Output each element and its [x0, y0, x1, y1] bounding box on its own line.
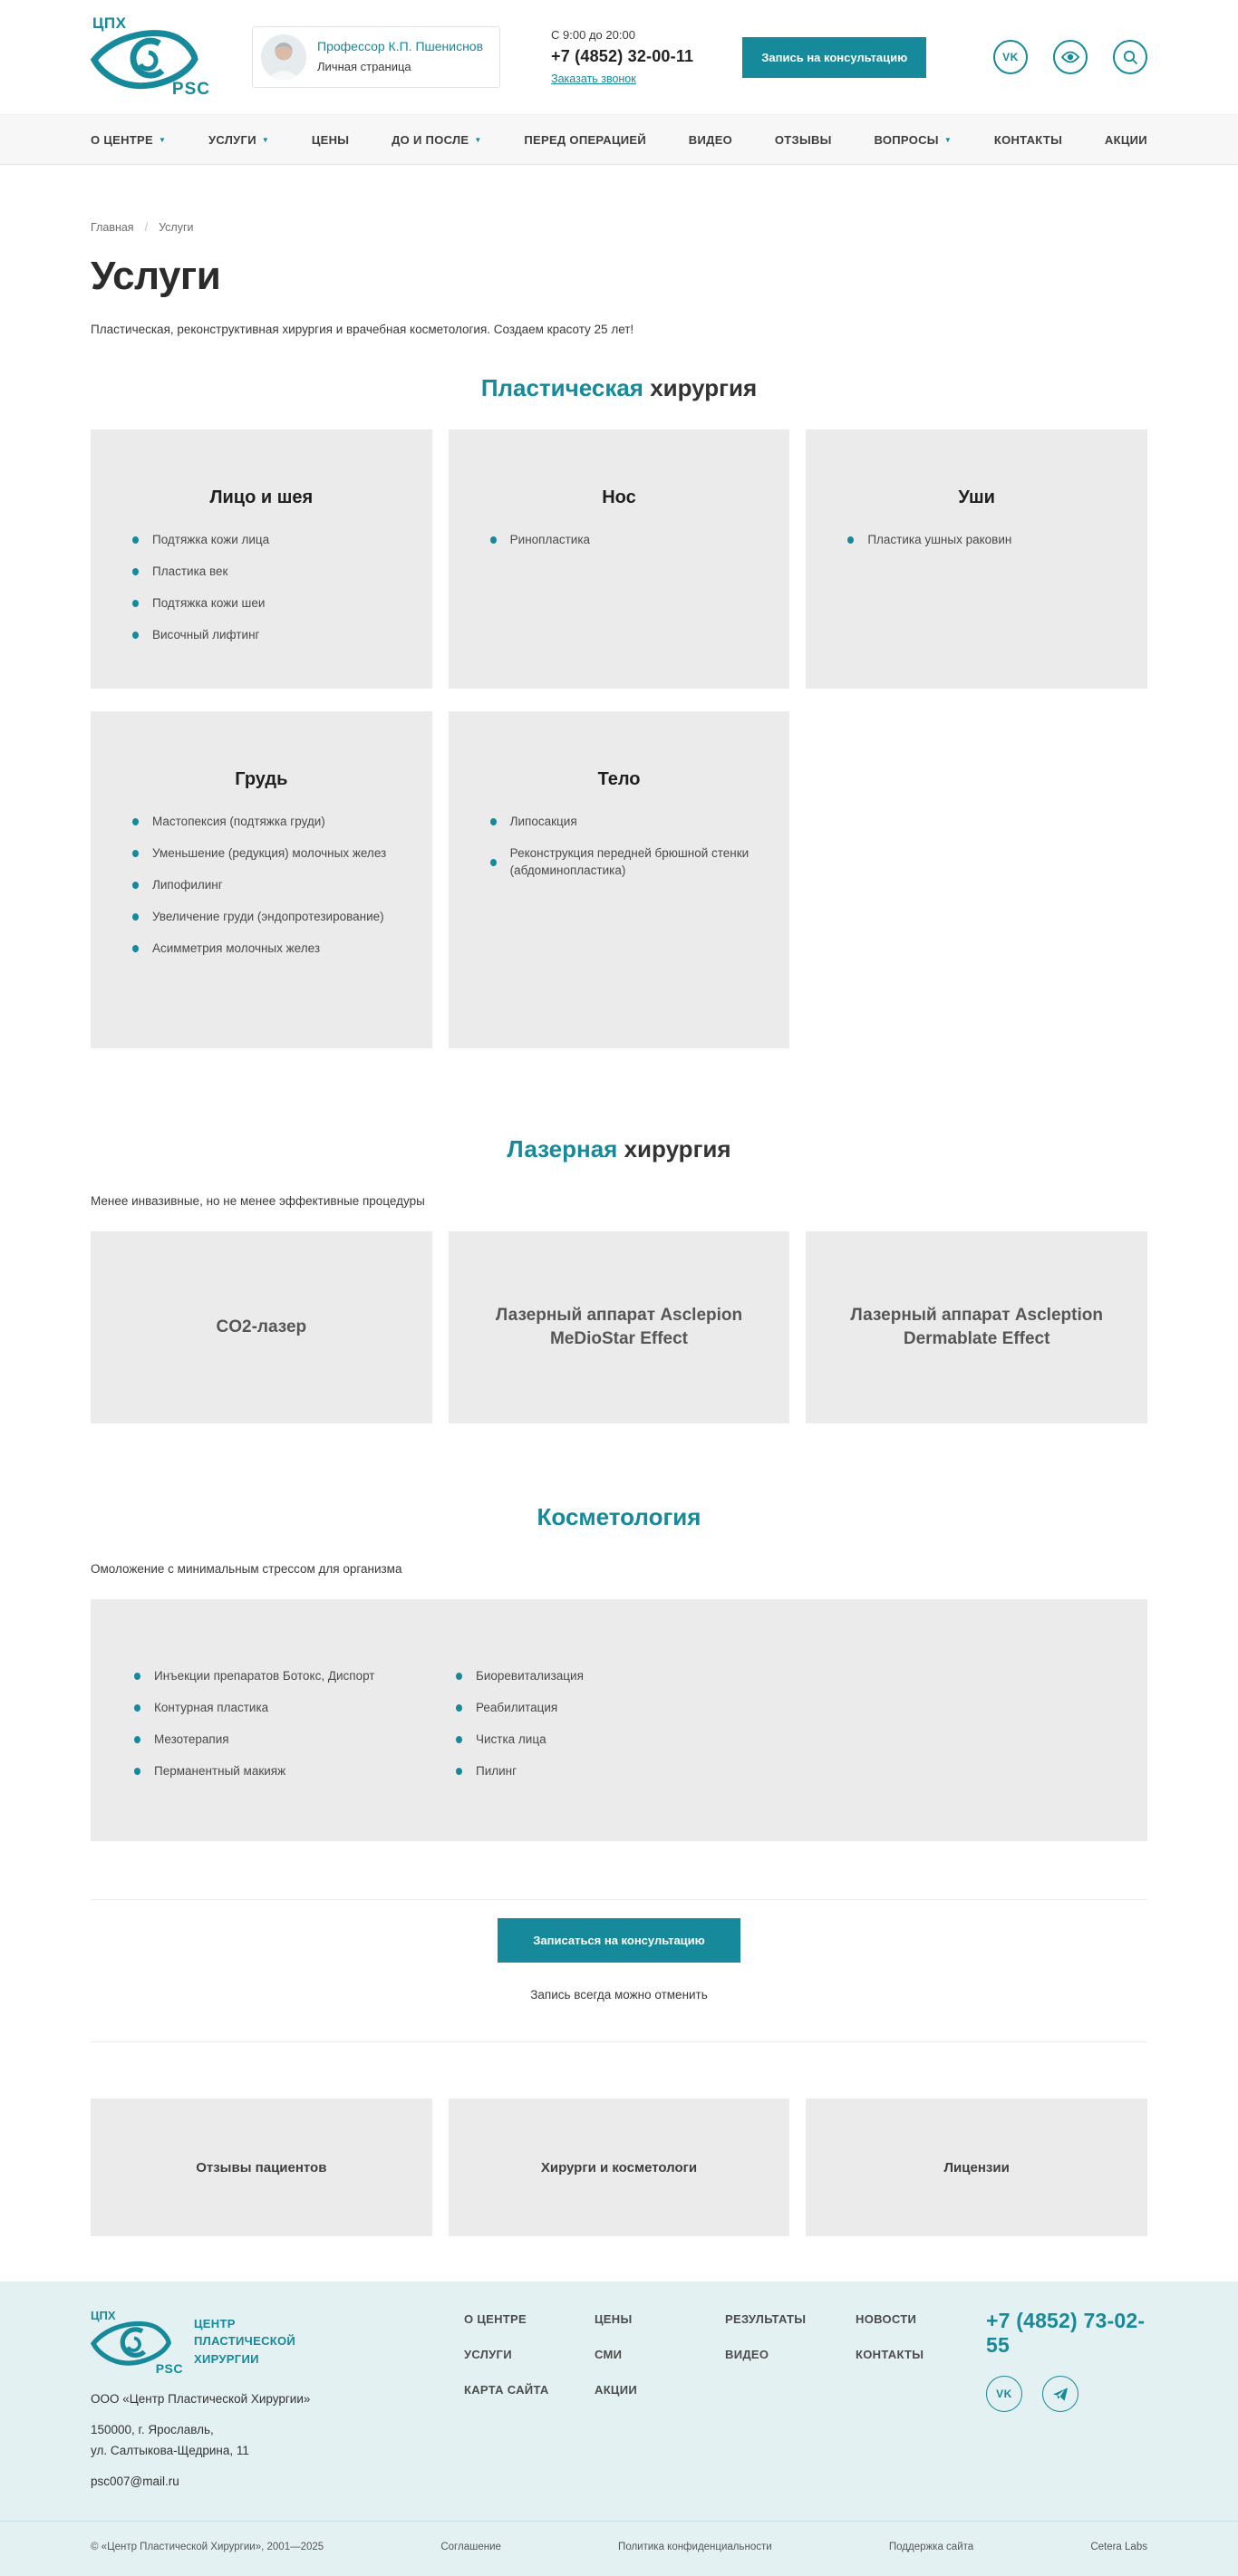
service-item[interactable]: Височный лифтинг — [132, 627, 405, 644]
nav-item-video[interactable]: ВИДЕО — [688, 132, 733, 147]
bullet-dot-icon — [456, 1704, 462, 1712]
vk-icon[interactable]: VK — [986, 2376, 1022, 2412]
book-consultation-button[interactable]: Записаться на консультацию — [498, 1918, 740, 1963]
appointment-block — [91, 1900, 1147, 2002]
section-title-plastic: Пластическая хирургия — [480, 374, 758, 401]
footer-link-media[interactable]: СМИ — [595, 2348, 623, 2361]
nav-item-promos[interactable]: АКЦИИ — [1104, 132, 1147, 147]
chevron-down-icon: ▼ — [261, 136, 270, 144]
service-item[interactable]: Пластика век — [132, 564, 405, 581]
footer-links-col-2 — [595, 2309, 725, 2418]
bullet-dot-icon — [132, 632, 139, 639]
logo-abbr-top: ЦПХ — [92, 14, 127, 32]
bullet-dot-icon — [132, 850, 139, 857]
nav-item-before-surgery[interactable]: ПЕРЕД ОПЕРАЦИЕЙ — [524, 132, 647, 147]
nav-item-contacts[interactable]: КОНТАКТЫ — [993, 132, 1063, 147]
service-item[interactable]: Перманентный макияж — [134, 1763, 392, 1780]
header-social — [993, 40, 1147, 74]
service-item[interactable]: Липофилинг — [132, 877, 405, 894]
footer-link-about[interactable]: О ЦЕНТРЕ — [464, 2312, 527, 2326]
service-item[interactable]: Инъекции препаратов Ботокс, Диспорт — [134, 1668, 392, 1685]
footer-logo[interactable]: ЦПХ PSC ЦЕНТР ПЛАСТИЧЕСКОЙ ХИРУРГИИ — [91, 2309, 296, 2376]
footer-bottom-bar — [0, 2521, 1238, 2576]
quick-links-grid — [91, 2098, 1147, 2236]
nav-item-reviews[interactable]: ОТЗЫВЫ — [774, 132, 832, 147]
search-icon[interactable] — [1113, 40, 1147, 74]
bullet-dot-icon — [134, 1673, 140, 1680]
section-title-cosmetology: Косметология — [537, 1503, 701, 1530]
bullet-dot-icon — [456, 1768, 462, 1775]
footer-company-name: ЦЕНТР ПЛАСТИЧЕСКОЙ ХИРУРГИИ — [194, 2316, 296, 2366]
footer-links-col-4 — [856, 2309, 986, 2418]
bullet-dot-icon — [490, 818, 497, 825]
bullet-dot-icon — [134, 1704, 140, 1712]
nav-item-prices[interactable]: ЦЕНЫ — [311, 132, 350, 147]
service-card-ears[interactable]: Уши Пластика ушных раковин — [806, 429, 1147, 689]
header-phone[interactable]: +7 (4852) 32-00-11 — [551, 46, 694, 65]
bullet-dot-icon — [847, 536, 854, 544]
footer-link-sitemap[interactable]: КАРТА САЙТА — [464, 2383, 549, 2397]
doctor-card[interactable] — [252, 26, 500, 88]
privacy-link[interactable]: Политика конфиденциальности — [618, 2541, 772, 2552]
bullet-dot-icon — [132, 945, 139, 952]
footer-link-prices[interactable]: ЦЕНЫ — [595, 2312, 633, 2326]
bullet-dot-icon — [132, 600, 139, 607]
bullet-dot-icon — [132, 568, 139, 575]
laser-subtitle: Менее инвазивные, но не менее эффективные процедуры — [91, 1194, 425, 1208]
agreement-link[interactable]: Соглашение — [440, 2541, 501, 2552]
cosmetology-card[interactable] — [91, 1599, 1147, 1841]
bullet-dot-icon — [132, 536, 139, 544]
site-logo[interactable] — [91, 14, 210, 100]
laser-card-dermablate[interactable]: Лазерный аппарат Ascleption Dermablate Effect — [806, 1231, 1147, 1423]
service-item[interactable]: Реабилитация — [456, 1700, 584, 1717]
main-nav — [0, 114, 1238, 165]
bullet-dot-icon — [456, 1673, 462, 1680]
main-content — [91, 221, 1147, 2236]
footer-links — [464, 2309, 986, 2418]
quick-card-surgeons[interactable]: Хирурги и косметологи — [449, 2098, 790, 2236]
laser-cards-grid — [91, 1231, 1147, 1423]
site-header — [0, 0, 1238, 114]
nav-item-before-after[interactable]: ДО И ПОСЛЕ ▼ — [392, 132, 482, 147]
laser-card-mediostar[interactable]: Лазерный аппарат Asclepion MeDioStar Effect — [449, 1231, 790, 1423]
nav-item-services[interactable]: УСЛУГИ ▼ — [208, 132, 270, 147]
bullet-dot-icon — [132, 913, 139, 921]
cosmetology-subtitle: Омоложение с минимальным стрессом для организма — [91, 1562, 402, 1576]
footer-company-block — [91, 2309, 363, 2490]
footer-link-promos[interactable]: АКЦИИ — [595, 2383, 638, 2397]
chevron-down-icon: ▼ — [943, 136, 953, 144]
bullet-dot-icon — [490, 536, 497, 544]
service-item[interactable]: Подтяжка кожи лица — [132, 532, 405, 549]
footer-legal-name: ООО «Центр Пластической Хирургии» — [91, 2392, 311, 2406]
service-item[interactable]: Подтяжка кожи шеи — [132, 595, 405, 613]
service-card-body[interactable]: Тело Липосакция Реконструкция передней брюшной стенки (абдоминопластика) — [449, 711, 790, 1048]
laser-card-co2[interactable]: CO2-лазер — [91, 1231, 432, 1423]
service-item[interactable]: Липосакция — [490, 814, 763, 831]
service-item[interactable]: Пластика ушных раковин — [847, 532, 1120, 549]
footer-links-col-3 — [725, 2309, 856, 2418]
doctor-photo-placeholder — [261, 34, 306, 80]
developer-link[interactable]: Cetera Labs — [1090, 2541, 1147, 2552]
doctor-personal-page-label[interactable]: Личная страница — [317, 60, 411, 73]
accessibility-eye-icon[interactable] — [1053, 40, 1088, 74]
footer-link-contacts[interactable]: КОНТАКТЫ — [856, 2348, 924, 2361]
nav-item-about[interactable]: О ЦЕНТРЕ ▼ — [91, 132, 167, 147]
breadcrumb-current: Услуги — [159, 221, 194, 234]
footer-address: 150000, г. Ярославль, ул. Салтыкова-Щедрина, 11 — [91, 2423, 249, 2457]
nav-item-questions[interactable]: ВОПРОСЫ ▼ — [874, 132, 953, 147]
service-item[interactable]: Пилинг — [456, 1763, 584, 1780]
section-title-laser: Лазерная хирургия — [507, 1135, 731, 1163]
bullet-dot-icon — [132, 818, 139, 825]
service-item[interactable]: Биоревитализация — [456, 1668, 584, 1685]
breadcrumb-home[interactable]: Главная — [91, 221, 134, 234]
footer-link-video[interactable]: ВИДЕО — [725, 2348, 769, 2361]
service-item[interactable]: Увеличение груди (эндопротезирование) — [132, 909, 405, 926]
bullet-dot-icon — [490, 859, 497, 866]
site-footer — [0, 2282, 1238, 2576]
service-item[interactable]: Контурная пластика — [134, 1700, 392, 1717]
quick-card-licenses[interactable]: Лицензии — [806, 2098, 1147, 2236]
bullet-dot-icon — [134, 1736, 140, 1743]
bullet-dot-icon — [132, 882, 139, 889]
service-card-face-neck[interactable]: Лицо и шея Подтяжка кожи лица Пластика век Подтяжка кожи шеи Височный лифтинг — [91, 429, 432, 689]
page-title: Услуги — [91, 254, 221, 298]
eye-logo-icon — [91, 2318, 172, 2367]
footer-link-news[interactable]: НОВОСТИ — [856, 2312, 917, 2326]
service-item[interactable]: Уменьшение (редукция) молочных желез — [132, 845, 405, 863]
divider — [91, 2041, 1147, 2042]
chevron-down-icon: ▼ — [474, 136, 482, 144]
telegram-icon[interactable] — [1042, 2376, 1078, 2412]
logo-abbr-bottom: PSC — [171, 80, 210, 99]
service-item[interactable]: Мезотерапия — [134, 1732, 392, 1749]
page-intro: Пластическая, реконструктивная хирургия и врачебная косметология. Создаем красоту 25 лет! — [91, 323, 634, 336]
doctor-avatar — [261, 34, 306, 80]
footer-link-results[interactable]: РЕЗУЛЬТАТЫ — [725, 2312, 807, 2326]
footer-phone[interactable]: +7 (4852) 73-02-55 — [986, 2309, 1146, 2357]
quick-card-reviews[interactable]: Отзывы пациентов — [91, 2098, 432, 2236]
consultation-button[interactable]: Запись на консультацию — [742, 37, 926, 78]
footer-social — [986, 2376, 1147, 2412]
service-item[interactable]: Чистка лица — [456, 1732, 584, 1749]
service-item[interactable]: Реконструкция передней брюшной стенки (абдоминопластика) — [490, 845, 763, 880]
copyright: © «Центр Пластической Хирургии», 2001—2025 — [91, 2541, 324, 2552]
plastic-cards-grid — [91, 429, 1147, 1048]
doctor-name-link[interactable]: Профессор К.П. Пшениснов — [317, 39, 484, 53]
header-contacts — [551, 29, 693, 86]
bullet-dot-icon — [456, 1736, 462, 1743]
vk-icon[interactable]: VK — [993, 40, 1028, 74]
service-item[interactable]: Мастопексия (подтяжка груди) — [132, 814, 405, 831]
service-item[interactable]: Асимметрия молочных желез — [132, 941, 405, 958]
footer-contacts-block — [986, 2309, 1147, 2412]
breadcrumb-separator: / — [144, 221, 149, 234]
appointment-note: Запись всегда можно отменить — [530, 1988, 708, 2002]
footer-links-col-1 — [464, 2309, 595, 2418]
bullet-dot-icon — [134, 1768, 140, 1775]
service-card-nose[interactable]: Нос Ринопластика — [449, 429, 790, 689]
footer-email-link[interactable]: psc007@mail.ru — [91, 2474, 179, 2488]
service-item[interactable]: Ринопластика — [490, 532, 763, 549]
footer-link-services[interactable]: УСЛУГИ — [464, 2348, 512, 2361]
site-support-link[interactable]: Поддержка сайта — [888, 2541, 974, 2552]
callback-link[interactable]: Заказать звонок — [551, 72, 636, 85]
work-hours: С 9:00 до 20:00 — [551, 27, 635, 42]
service-card-breast[interactable]: Грудь Мастопексия (подтяжка груди) Уменьшение (редукция) молочных желез Липофилинг Увеличение груди (эндопротезирование) Асимметрия молочных желез — [91, 711, 432, 1048]
breadcrumb — [91, 221, 1147, 234]
chevron-down-icon: ▼ — [158, 136, 167, 144]
